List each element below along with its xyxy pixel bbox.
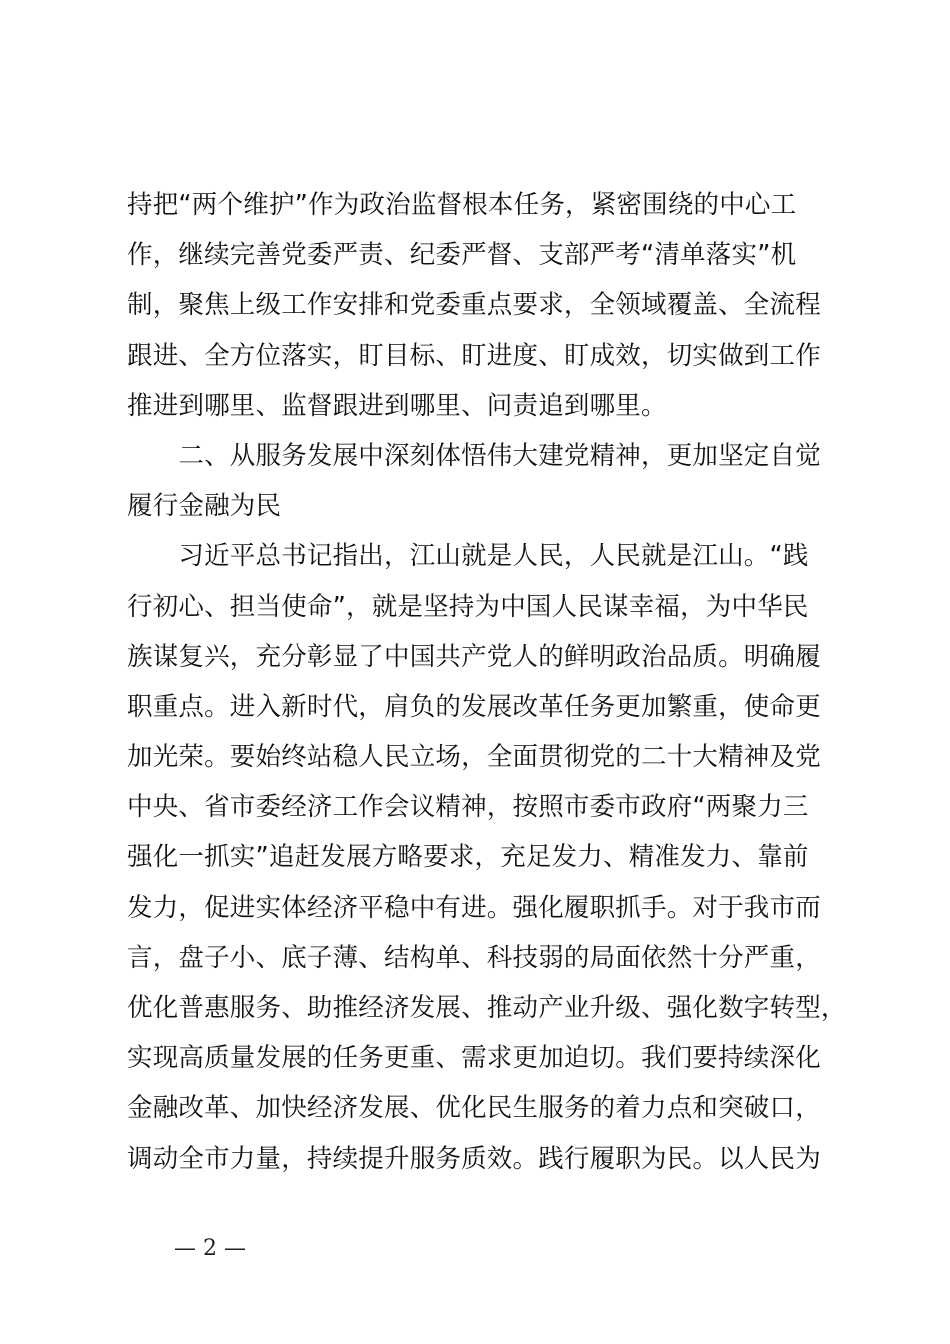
- text-line: 发力，促进实体经济平稳中有进。强化履职抓手。对于我市而: [127, 892, 821, 923]
- text-line: 优化普惠服务、助推经济发展、推动产业升级、强化数字转型，: [127, 993, 847, 1023]
- text-line: 推进到哪里、监督跟进到哪里、问责追到哪里。: [127, 390, 667, 421]
- text-line: 实现高质量发展的任务更重、需求更加迫切。我们要持续深化: [127, 1043, 821, 1074]
- text-line: 族谋复兴，充分彰显了中国共产党人的鲜明政治品质。明确履: [127, 641, 821, 672]
- text-line: 中央、省市委经济工作会议精神，按照市委市政府“两聚力三: [127, 792, 809, 823]
- text-line: 习近平总书记指出，江山就是人民，人民就是江山。“践: [127, 541, 809, 572]
- section-heading-line: 履行金融为民: [127, 491, 282, 522]
- text-line: 持把“两个维护”作为政治监督根本任务，紧密围绕的中心工: [127, 190, 797, 220]
- text-line: 调动全市力量，持续提升服务质效。践行履职为民。以人民为: [127, 1143, 821, 1174]
- text-line: 制，聚焦上级工作安排和党委重点要求，全领域覆盖、全流程: [127, 290, 821, 321]
- body-text: [127, 180, 847, 1184]
- text-line: 言，盘子小、底子薄、结构单、科技弱的局面依然十分严重，: [127, 942, 821, 973]
- text-line: 强化一抓实”追赶发展方略要求，充足发力、精准发力、靠前: [127, 842, 809, 873]
- text-line: 行初心、担当使命”，就是坚持为中国人民谋幸福，为中华民: [127, 591, 809, 622]
- text-line: 职重点。进入新时代，肩负的发展改革任务更加繁重，使命更: [127, 691, 821, 722]
- page-number: — 2 —: [174, 1236, 246, 1261]
- text-line: 跟进、全方位落实，盯目标、盯进度、盯成效，切实做到工作: [127, 340, 821, 371]
- text-line: 金融改革、加快经济发展、优化民生服务的着力点和突破口，: [127, 1093, 821, 1124]
- text-line: 加光荣。要始终站稳人民立场，全面贯彻党的二十大精神及党: [127, 742, 821, 773]
- text-line: 作，继续完善党委严责、纪委严督、支部严考“清单落实”机: [127, 240, 797, 271]
- section-heading-line: 二、从服务发展中深刻体悟伟大建党精神，更加坚定自觉: [127, 440, 821, 471]
